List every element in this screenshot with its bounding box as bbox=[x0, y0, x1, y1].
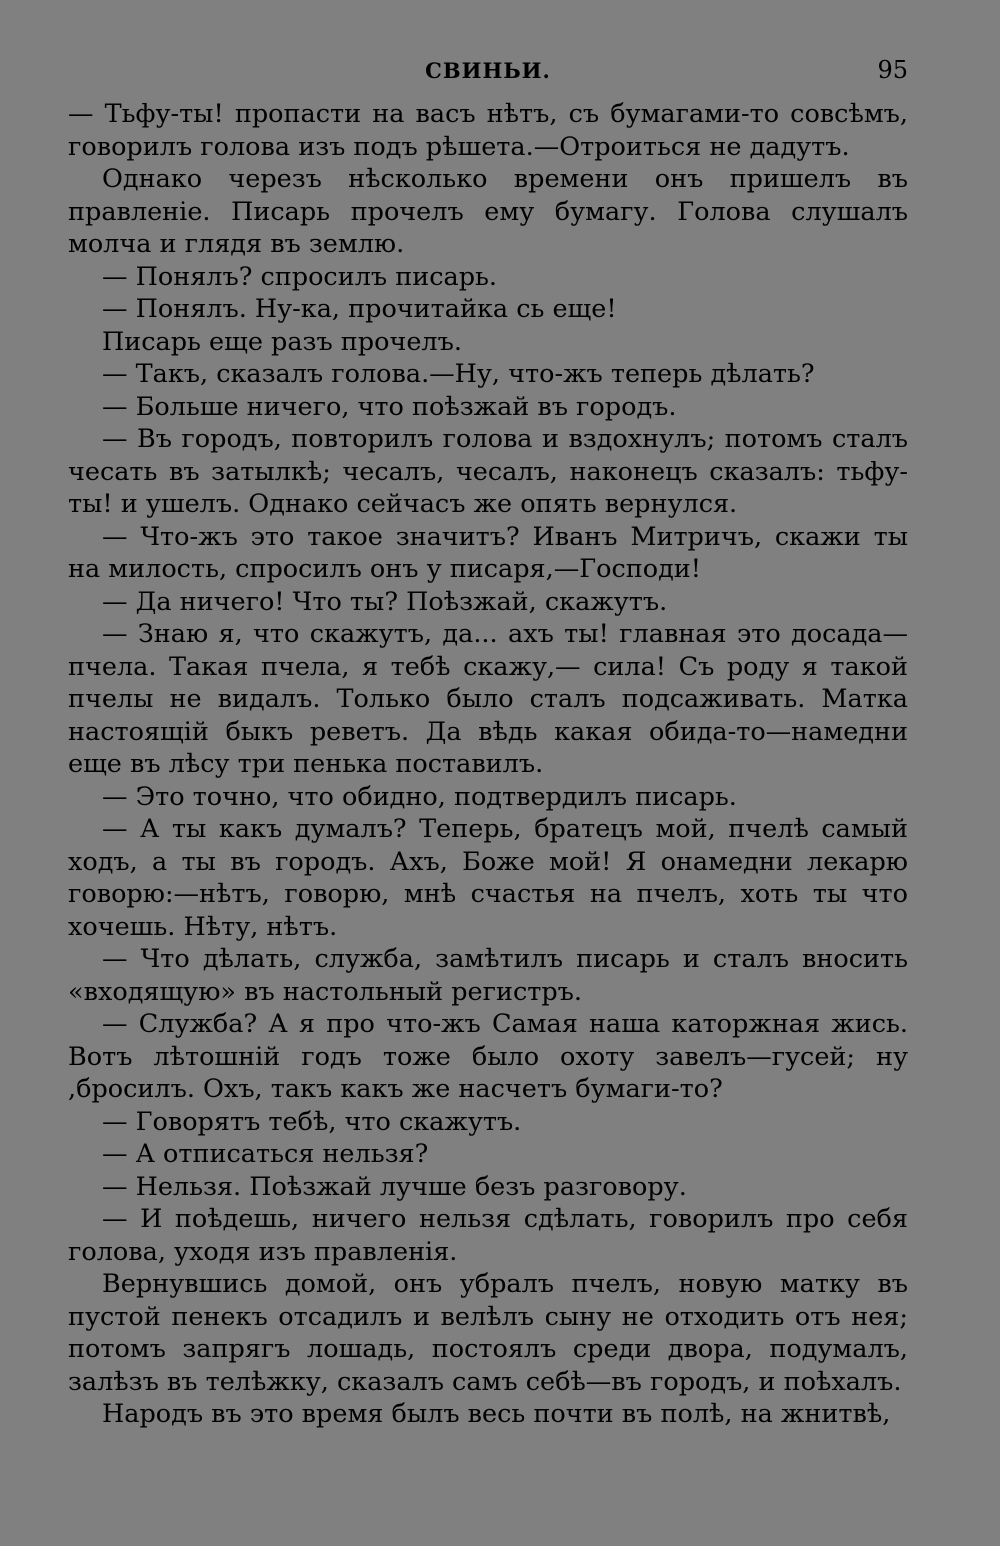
paragraph: — Нельзя. Поѣзжай лучше безъ разговору. bbox=[102, 1171, 687, 1202]
paragraph: — Тьфу-ты! пропасти на васъ нѣтъ, съ бумагами-то совсѣмъ, говорилъ голова изъ подъ рѣшета.—Отроиться не дадутъ. bbox=[68, 99, 908, 162]
paragraph: Народъ въ это время былъ весь почти въ полѣ, на жнитвѣ, bbox=[102, 1399, 891, 1429]
book-page bbox=[68, 52, 908, 1431]
paragraph: — Такъ, сказалъ голова.—Ну, что-жъ теперь дѣлать? bbox=[102, 359, 815, 389]
paragraph: — Знаю я, что скажутъ, да... ахъ ты! главная это досада—пчела. Такая пчела, я тебѣ скажу,— сила! Съ роду я такой пчелы не видалъ. Только было сталъ подсаживать. Матка настоящій быкъ реветъ. Да вѣдь какая обида-то—намедни еще въ лѣсу три пенька поставилъ. bbox=[68, 619, 908, 779]
running-head bbox=[68, 52, 908, 86]
paragraph: — Понялъ. Ну-ка, прочитайка сь еще! bbox=[102, 294, 617, 324]
paragraph: — Это точно, что обидно, подтвердилъ писарь. bbox=[102, 781, 737, 812]
paragraph: — И поѣдешь, ничего нельзя сдѣлать, говорилъ про себя голова, уходя изъ правленія. bbox=[68, 1204, 908, 1267]
body-text bbox=[68, 98, 908, 1431]
paragraph: — Что дѣлать, служба, замѣтилъ писарь и сталъ вносить «входящую» въ настольный регистръ. bbox=[68, 944, 908, 1007]
paragraph: — А отписаться нельзя? bbox=[102, 1139, 429, 1169]
paragraph: — Да ничего! Что ты? Поѣзжай, скажутъ. bbox=[102, 586, 668, 617]
paragraph: — Служба? А я про что-жъ Самая наша каторжная жись. Вотъ лѣтошній годъ тоже было охоту завелъ—гусей; ну ,бросилъ. Охъ, такъ какъ же насчетъ бумаги-то? bbox=[68, 1009, 908, 1104]
paragraph: Однако черезъ нѣсколько времени онъ пришелъ въ правленіе. Писарь прочелъ ему бумагу. Голова слушалъ молча и глядя въ землю. bbox=[68, 164, 908, 259]
running-title: СВИНЬИ. bbox=[425, 58, 551, 83]
paragraph: — Говорятъ тебѣ, что скажутъ. bbox=[102, 1106, 522, 1137]
paragraph: — Что-жъ это такое значитъ? Иванъ Митричъ, скажи ты на милость, спросилъ онъ у писаря,—Господи! bbox=[68, 521, 908, 584]
paragraph: — Въ городъ, повторилъ голова и вздохнулъ; потомъ сталъ чесать въ затылкѣ; чесалъ, чесалъ, наконецъ сказалъ: тьфу-ты! и ушелъ. Однако сейчасъ же опять вернулся. bbox=[68, 424, 908, 519]
paragraph: — Больше ничего, что поѣзжай въ городъ. bbox=[102, 391, 677, 422]
paragraph: Писарь еще разъ прочелъ. bbox=[102, 326, 462, 357]
paragraph: — Понялъ? спросилъ писарь. bbox=[102, 261, 498, 292]
paragraph: Вернувшись домой, онъ убралъ пчелъ, новую матку въ пустой пенекъ отсадилъ и велѣлъ сыну не отходить отъ нея; потомъ запрягъ лошадь, постоялъ среди двора, подумалъ, залѣзъ въ телѣжку, сказалъ самъ себѣ—въ городъ, и поѣхалъ. bbox=[68, 1269, 908, 1397]
paragraph: — А ты какъ думалъ? Теперь, братецъ мой, пчелѣ самый ходъ, а ты въ городъ. Ахъ, Боже мой! Я онамедни лекарю говорю:—нѣтъ, говорю, мнѣ счастья на пчелъ, хоть ты что хочешь. Нѣту, нѣтъ. bbox=[68, 814, 908, 942]
page-number: 95 bbox=[877, 56, 908, 84]
